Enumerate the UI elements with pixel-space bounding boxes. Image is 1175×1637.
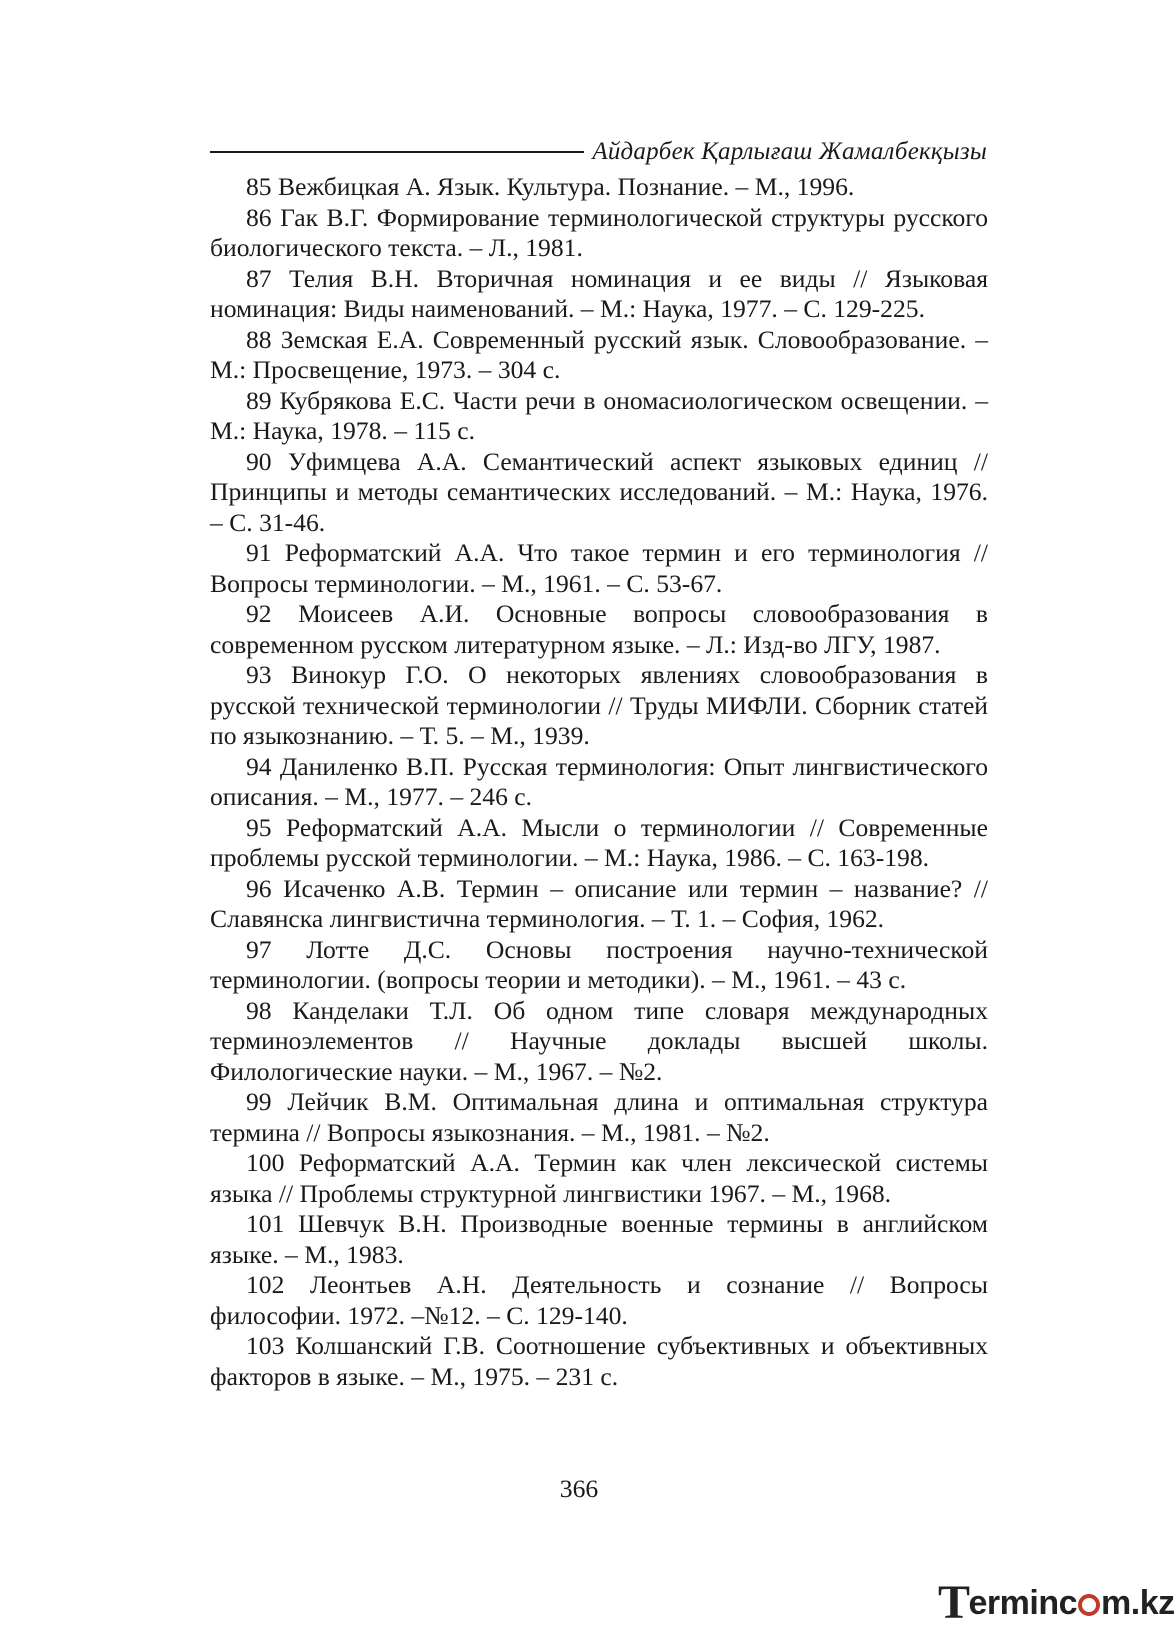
reference-item: 103 Колшанский Г.В. Соотношение субъективных и объективных факторов в языке. – М., 1975. – 231 с. — [210, 1331, 988, 1391]
reference-item: 98 Канделаки Т.Л. Об одном типе словаря международных терминоэлементов // Научные доклады высшей школы. Филологические науки. – М., 1967. – №2. — [210, 995, 988, 1086]
header-rule — [210, 151, 584, 153]
reference-item: 85 Вежбицкая А. Язык. Культура. Познание. – М., 1996. — [246, 172, 855, 201]
reference-item: 90 Уфимцева А.А. Семантический аспект языковых единиц // Принципы и методы семантических исследований. – М.: Наука, 1976. – С. 31-46. — [210, 446, 988, 537]
reference-item: 99 Лейчик В.М. Оптимальная длина и оптимальная структура термина // Вопросы языкознания. – М., 1981. – №2. — [210, 1087, 988, 1147]
reference-item: 92 Моисеев А.И. Основные вопросы словообразования в современном русском литературном языке. – Л.: Изд-во ЛГУ, 1987. — [210, 599, 988, 659]
reference-item: 97 Лотте Д.С. Основы построения научно-технической терминологии. (вопросы теории и методики). – М., 1961. – 43 с. — [210, 934, 988, 994]
reference-item: 101 Шевчук В.Н. Производные военные термины в английском языке. – М., 1983. — [210, 1209, 988, 1269]
reference-item: 89 Кубрякова Е.С. Части речи в ономасиологическом освещении. – М.: Наука, 1978. – 115 с. — [210, 385, 988, 445]
reference-item: 93 Винокур Г.О. О некоторых явлениях словообразования в русской технической терминологии // Труды МИФЛИ. Сборник статей по языкознанию. – Т. 5. – М., 1939. — [210, 660, 988, 750]
watermark-ring-icon — [1078, 1594, 1100, 1616]
reference-item: 102 Леонтьев А.Н. Деятельность и сознание // Вопросы философии. 1972. –№12. – С. 129-140. — [210, 1270, 988, 1330]
reference-item: 91 Реформатский А.А. Что такое термин и его терминология // Вопросы терминологии. – М., 1961. – С. 53-67. — [210, 538, 988, 598]
reference-item: 95 Реформатский А.А. Мысли о терминологии // Современные проблемы русской терминологии. – М.: Наука, 1986. – С. 163-198. — [210, 812, 988, 872]
reference-item: 100 Реформатский А.А. Термин как член лексической системы языка // Проблемы структурной лингвистики 1967. – М., 1968. — [210, 1148, 988, 1208]
reference-item: 94 Даниленко В.П. Русская терминология: Опыт лингвистического описания. – М., 1977. – 246 с. — [210, 751, 988, 811]
header-author: Айдарбек Қарлығаш Жамалбекқызы — [592, 138, 987, 165]
reference-list — [210, 172, 988, 1392]
reference-item: 88 Земская Е.А. Современный русский язык. Словообразование. – М.: Просвещение, 1973. – 304 с. — [210, 324, 988, 384]
reference-item: 96 Исаченко А.В. Термин – описание или термин – название? // Славянска лингвистична терминология. – Т. 1. – София, 1962. — [210, 873, 988, 933]
watermark-text-tail: m.kz — [1101, 1584, 1175, 1622]
watermark-letter-t: T — [938, 1576, 970, 1629]
page-number: 366 — [559, 1474, 599, 1503]
running-header — [210, 134, 987, 170]
watermark-text-part: erminc — [968, 1584, 1078, 1622]
watermark-logo — [938, 1576, 1175, 1629]
reference-item: 86 Гак В.Г. Формирование терминологической структуры русского биологического текста. – Л., 1981. — [210, 202, 988, 262]
reference-item: 87 Телия В.Н. Вторичная номинация и ее виды // Языковая номинация: Виды наименований. – М.: Наука, 1977. – С. 129-225. — [210, 263, 988, 323]
